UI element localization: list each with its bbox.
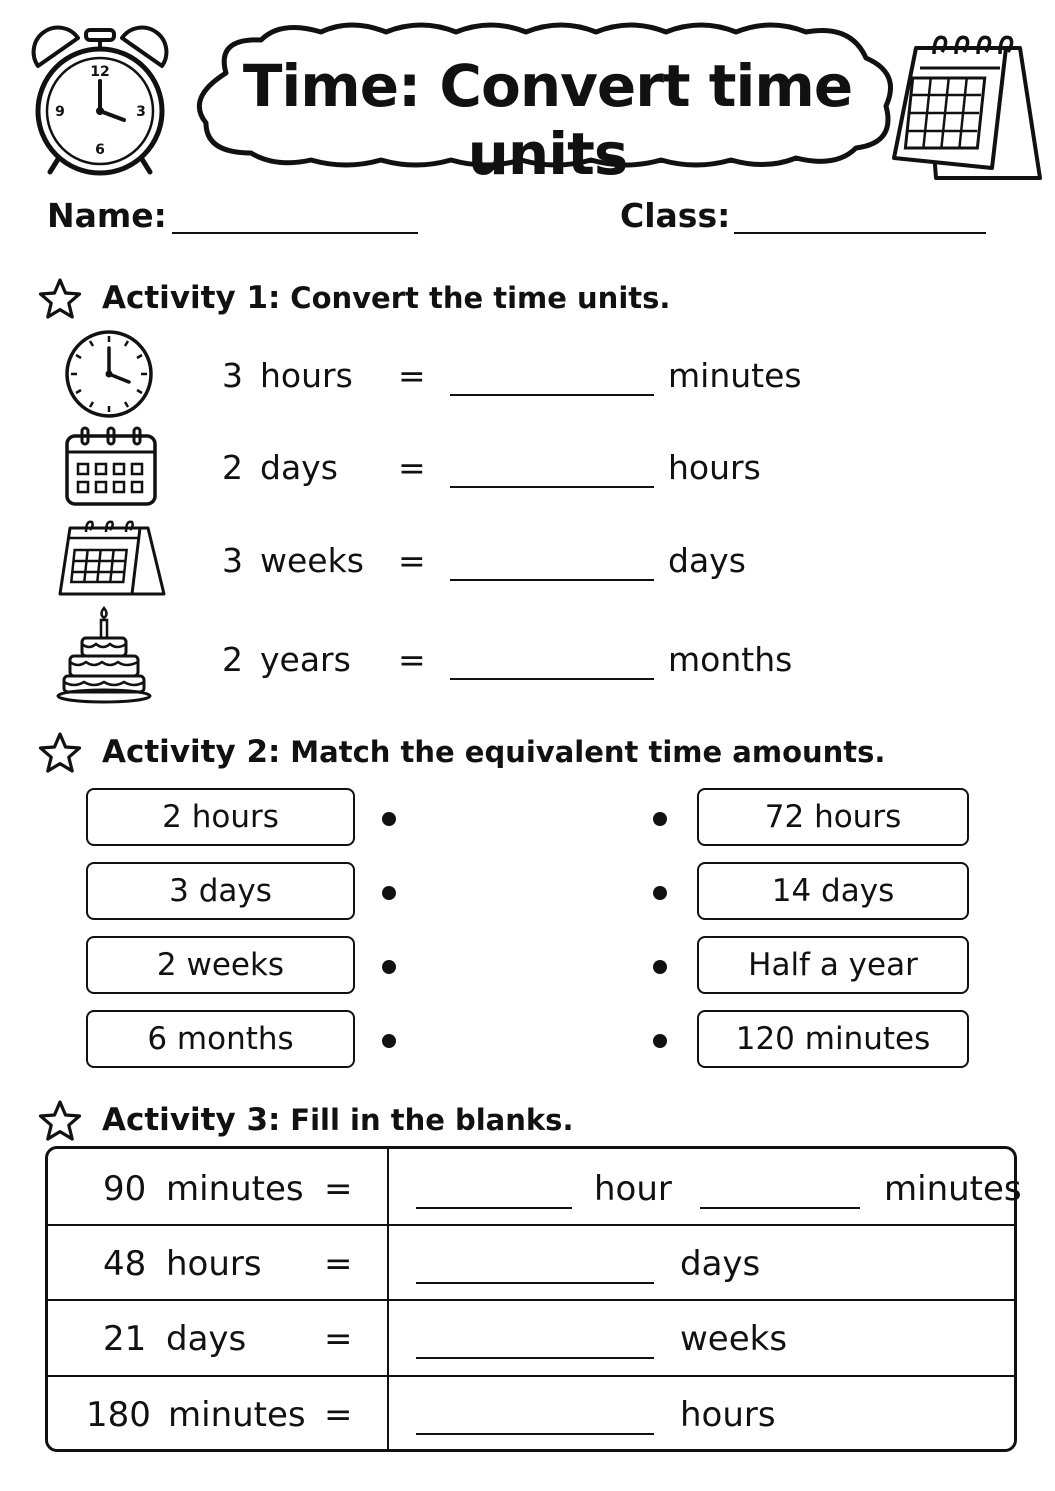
equals-sign: =	[398, 640, 426, 679]
activity3-heading	[102, 1102, 573, 1138]
match-left-item: 2 weeks	[86, 936, 355, 994]
name-label: Name:	[47, 196, 167, 235]
equals-sign: =	[324, 1244, 353, 1284]
answer-blank[interactable]	[416, 1282, 654, 1284]
conversion-unit: years	[260, 640, 351, 679]
fill-in-table	[45, 1146, 1022, 1452]
row-amount: 21	[103, 1319, 147, 1359]
answer-blank[interactable]	[450, 678, 654, 680]
desk-calendar-icon	[888, 28, 1048, 192]
activity1-heading-text: Convert the time units.	[290, 281, 671, 315]
conversion-number: 3	[222, 356, 243, 395]
activity1-heading-label: Activity 1:	[102, 280, 281, 316]
equals-sign: =	[324, 1395, 353, 1435]
equals-sign: =	[324, 1319, 353, 1359]
equals-sign: =	[324, 1169, 353, 1209]
conversion-unit: days	[260, 448, 338, 487]
class-label: Class:	[620, 196, 731, 235]
match-right-item: 120 minutes	[697, 1010, 969, 1068]
match-left-dot[interactable]	[382, 812, 396, 826]
match-right-dot[interactable]	[653, 886, 667, 900]
row-amount: 180	[86, 1395, 151, 1435]
row-unit: minutes	[166, 1169, 304, 1209]
table-row	[48, 1299, 1014, 1376]
conversion-unit: weeks	[260, 541, 364, 580]
conversion-target-unit: minutes	[668, 356, 802, 395]
conversion-target-unit: hours	[668, 448, 761, 487]
conversion-row	[0, 541, 1055, 585]
svg-text:12: 12	[90, 64, 110, 80]
table-row	[48, 1375, 1014, 1452]
activity3-heading-text: Fill in the blanks.	[290, 1103, 574, 1137]
match-right-dot[interactable]	[653, 960, 667, 974]
answer-unit: minutes	[884, 1169, 1022, 1209]
answer-blank[interactable]	[450, 579, 654, 581]
class-field[interactable]	[734, 232, 986, 234]
equals-sign: =	[398, 448, 426, 487]
answer-blank[interactable]	[450, 486, 654, 488]
match-left-item: 2 hours	[86, 788, 355, 846]
svg-text:6: 6	[95, 142, 105, 158]
match-right-item: 14 days	[697, 862, 969, 920]
activity2-heading-label: Activity 2:	[102, 734, 281, 770]
equals-sign: =	[398, 541, 426, 580]
activity3-heading-label: Activity 3:	[102, 1102, 281, 1138]
match-left-dot[interactable]	[382, 1034, 396, 1048]
star-icon	[38, 1100, 82, 1146]
answer-unit: hour	[594, 1169, 672, 1209]
answer-blank[interactable]	[416, 1433, 654, 1435]
conversion-row	[0, 356, 1055, 400]
activity2-heading	[102, 734, 885, 770]
row-amount: 48	[103, 1244, 147, 1284]
answer-unit: hours	[680, 1395, 776, 1435]
activity1-heading	[102, 280, 670, 316]
row-unit: days	[166, 1319, 247, 1359]
row-unit: hours	[166, 1244, 262, 1284]
star-icon	[38, 278, 82, 324]
row-unit: minutes	[168, 1395, 306, 1435]
match-right-dot[interactable]	[653, 1034, 667, 1048]
match-right-item: 72 hours	[697, 788, 969, 846]
equals-sign: =	[398, 356, 426, 395]
svg-text:3: 3	[136, 104, 146, 120]
match-left-item: 3 days	[86, 862, 355, 920]
answer-blank[interactable]	[416, 1207, 572, 1209]
conversion-number: 3	[222, 541, 243, 580]
answer-unit: days	[680, 1244, 761, 1284]
conversion-row	[0, 640, 1055, 684]
conversion-number: 2	[222, 640, 243, 679]
conversion-number: 2	[222, 448, 243, 487]
svg-text:9: 9	[55, 104, 65, 120]
match-right-dot[interactable]	[653, 812, 667, 826]
conversion-unit: hours	[260, 356, 353, 395]
match-right-item: Half a year	[697, 936, 969, 994]
conversion-row	[0, 448, 1055, 492]
answer-unit: weeks	[680, 1319, 788, 1359]
alarm-clock-icon	[30, 26, 170, 180]
answer-blank[interactable]	[416, 1357, 654, 1359]
answer-blank[interactable]	[450, 394, 654, 396]
conversion-target-unit: months	[668, 640, 793, 679]
activity2-heading-text: Match the equivalent time amounts.	[290, 735, 886, 769]
row-amount: 90	[103, 1169, 147, 1209]
match-left-dot[interactable]	[382, 886, 396, 900]
match-left-dot[interactable]	[382, 960, 396, 974]
table-row	[48, 1224, 1014, 1301]
conversion-target-unit: days	[668, 541, 746, 580]
match-left-item: 6 months	[86, 1010, 355, 1068]
answer-blank[interactable]	[700, 1207, 860, 1209]
table-row	[48, 1149, 1022, 1224]
name-field[interactable]	[172, 232, 418, 234]
page-title: Time: Convert time units	[242, 52, 853, 188]
star-icon	[38, 732, 82, 778]
